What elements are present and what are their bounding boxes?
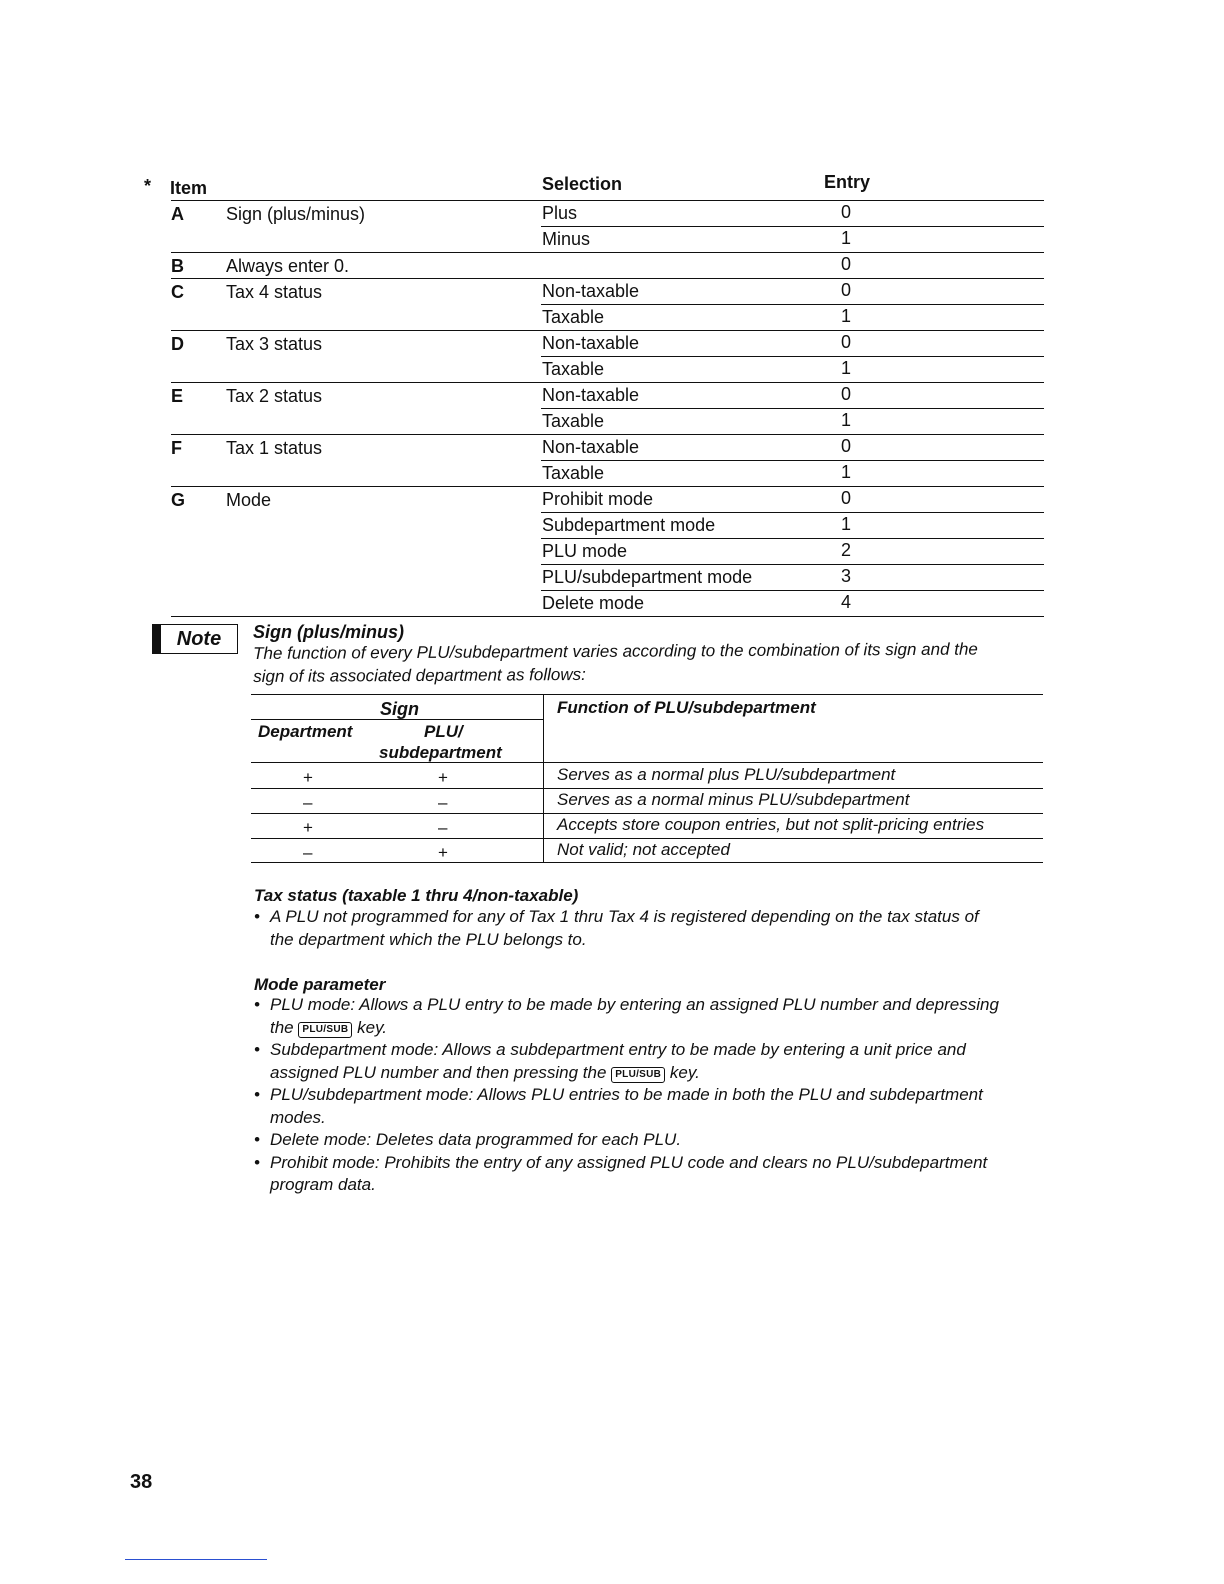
settings-table <box>144 170 1044 618</box>
plu-sub-key-icon: PLU/SUB <box>298 1022 352 1038</box>
table-bottom-rule <box>171 616 1044 618</box>
department-header: Department <box>258 722 353 741</box>
mode-line: • PLU mode: Allows a PLU entry to be made by entering an assigned PLU number and depressing <box>270 995 999 1014</box>
item-description: Tax 2 status <box>226 386 323 406</box>
plu-sign: – <box>438 793 448 812</box>
tax-status-line: the department which the PLU belongs to. <box>270 929 587 949</box>
item-group-f <box>171 434 1044 486</box>
table-rule <box>251 762 1043 763</box>
selection-row <box>541 279 1044 304</box>
item-group-c <box>171 278 1044 330</box>
item-group-g <box>171 486 1044 616</box>
plu-sub-key-icon: PLU/SUB <box>611 1067 665 1083</box>
tax-status-list <box>254 906 979 951</box>
entry-value: 0 <box>841 436 852 456</box>
note-badge: Note <box>152 624 238 654</box>
sign-intro-line: The function of every PLU/subdepartment varies according to the combination of its sign and the <box>253 639 978 663</box>
item-letter: A <box>171 204 184 224</box>
item-description: Tax 3 status <box>226 334 323 354</box>
plu-sign: – <box>438 818 448 837</box>
item-group-e <box>171 382 1044 434</box>
entry-value: 2 <box>841 540 852 560</box>
department-sign: + <box>303 768 313 787</box>
selection-label: Taxable <box>542 463 605 483</box>
mode-line: • Delete mode: Deletes data programmed for each PLU. <box>270 1130 682 1149</box>
mode-line: • Subdepartment mode: Allows a subdepartment entry to be made by entering a unit price and <box>270 1040 966 1059</box>
entry-value: 0 <box>841 202 852 222</box>
sign-function-table <box>251 694 1043 864</box>
selection-column-header: Selection <box>542 174 623 194</box>
selection-row <box>541 226 1044 252</box>
selection-label: Non-taxable <box>542 333 640 353</box>
item-description: Sign (plus/minus) <box>226 204 366 224</box>
mode-text: the <box>270 1017 294 1037</box>
function-header: Function of PLU/subdepartment <box>557 698 816 717</box>
selection-label: Subdepartment mode <box>542 515 716 535</box>
selection-row <box>541 512 1044 538</box>
list-item <box>254 994 999 1039</box>
item-group-b <box>171 252 1044 278</box>
selection-label: Prohibit mode <box>542 489 654 509</box>
entry-value: 4 <box>841 592 852 612</box>
item-group-d <box>171 330 1044 382</box>
department-sign: + <box>303 818 313 837</box>
function-text: Not valid; not accepted <box>557 840 730 859</box>
mode-line-with-key <box>270 1017 999 1040</box>
selection-row <box>541 383 1044 408</box>
mode-line-with-key <box>270 1062 999 1085</box>
plu-header-continued: subdepartment <box>379 743 502 762</box>
item-letter: D <box>171 334 184 354</box>
selection-row <box>541 538 1044 564</box>
mode-parameter-heading: Mode parameter <box>254 975 386 994</box>
selection-label: PLU mode <box>542 541 628 561</box>
mode-line: • Prohibit mode: Prohibits the entry of any assigned PLU code and clears no PLU/subdepartment <box>270 1152 988 1172</box>
selection-row <box>541 435 1044 460</box>
mode-line: • PLU/subdepartment mode: Allows PLU entries to be made in both the PLU and subdepartment <box>270 1085 983 1104</box>
entry-value: 1 <box>841 462 852 482</box>
sign-header: Sign <box>380 699 419 719</box>
entry-value: 3 <box>841 566 852 586</box>
selection-label: Plus <box>542 203 578 223</box>
table-rule <box>251 862 1043 863</box>
table-rule <box>251 788 1043 789</box>
function-text: Serves as a normal plus PLU/subdepartment <box>557 765 896 784</box>
table-rule <box>251 694 1043 695</box>
page-number: 38 <box>130 1471 153 1493</box>
settings-table-header <box>144 170 1044 200</box>
table-column-divider <box>543 694 544 862</box>
list-item <box>254 1152 999 1197</box>
item-description: Tax 1 status <box>226 438 323 458</box>
entry-value: 0 <box>841 384 852 404</box>
selection-row <box>541 253 1044 278</box>
entry-value: 0 <box>841 254 852 274</box>
item-description: Tax 4 status <box>226 282 323 302</box>
asterisk-marker: * <box>144 176 152 196</box>
selection-label: Taxable <box>542 307 605 327</box>
function-text: Accepts store coupon entries, but not split-pricing entries <box>557 815 985 834</box>
item-letter: E <box>171 386 184 406</box>
selection-label: Taxable <box>542 359 605 379</box>
mode-line: modes. <box>270 1107 326 1127</box>
plu-header: PLU/ <box>424 722 463 741</box>
footer-rule <box>125 1559 267 1560</box>
tax-status-line: • A PLU not programmed for any of Tax 1 thru Tax 4 is registered depending on the tax status of <box>270 907 979 926</box>
entry-value: 1 <box>841 358 852 378</box>
selection-label: Taxable <box>542 411 605 431</box>
table-rule <box>251 838 1043 839</box>
department-sign: – <box>303 843 313 862</box>
tax-status-heading: Tax status (taxable 1 thru 4/non-taxable) <box>254 886 579 905</box>
entry-value: 1 <box>841 410 852 430</box>
selection-label: Delete mode <box>542 593 645 613</box>
selection-label: Non-taxable <box>542 437 640 457</box>
selection-row <box>541 487 1044 512</box>
item-letter: B <box>171 256 184 276</box>
selection-row <box>541 304 1044 330</box>
selection-row <box>541 460 1044 486</box>
entry-column-header: Entry <box>824 172 871 192</box>
plu-sign: + <box>438 768 448 787</box>
list-item <box>254 906 979 951</box>
entry-value: 1 <box>841 228 852 248</box>
item-letter: G <box>171 490 186 510</box>
selection-label: PLU/subdepartment mode <box>542 567 753 587</box>
entry-value: 1 <box>841 514 852 534</box>
mode-parameter-list <box>254 994 999 1197</box>
selection-row <box>541 201 1044 226</box>
selection-label: Non-taxable <box>542 385 640 405</box>
sign-heading: Sign (plus/minus) <box>253 622 404 642</box>
item-column-header: Item <box>170 178 208 198</box>
mode-line: program data. <box>270 1175 376 1194</box>
item-letter: F <box>171 438 182 458</box>
list-item <box>254 1084 999 1129</box>
item-description: Always enter 0. <box>226 256 350 276</box>
list-item <box>254 1039 999 1084</box>
sign-intro-line: sign of its associated department as follows: <box>253 664 586 686</box>
department-sign: – <box>303 793 313 812</box>
table-rule <box>251 813 1043 814</box>
item-description: Mode <box>226 490 272 510</box>
selection-label: Non-taxable <box>542 281 640 301</box>
mode-text: key. <box>669 1062 700 1082</box>
item-group-a <box>171 200 1044 252</box>
entry-value: 0 <box>841 280 852 300</box>
function-text: Serves as a normal minus PLU/subdepartment <box>557 790 910 809</box>
plu-sign: + <box>438 843 448 862</box>
entry-value: 0 <box>841 488 852 508</box>
item-letter: C <box>171 282 184 302</box>
selection-row <box>541 408 1044 434</box>
selection-label: Minus <box>542 229 591 249</box>
selection-row <box>541 590 1044 616</box>
list-item <box>254 1129 999 1152</box>
mode-text: key. <box>357 1017 388 1037</box>
selection-row <box>541 356 1044 382</box>
sign-intro <box>253 638 978 688</box>
selection-row <box>541 564 1044 590</box>
entry-value: 0 <box>841 332 852 352</box>
entry-value: 1 <box>841 306 852 326</box>
selection-row <box>541 331 1044 356</box>
mode-text: assigned PLU number and then pressing the <box>270 1062 607 1082</box>
